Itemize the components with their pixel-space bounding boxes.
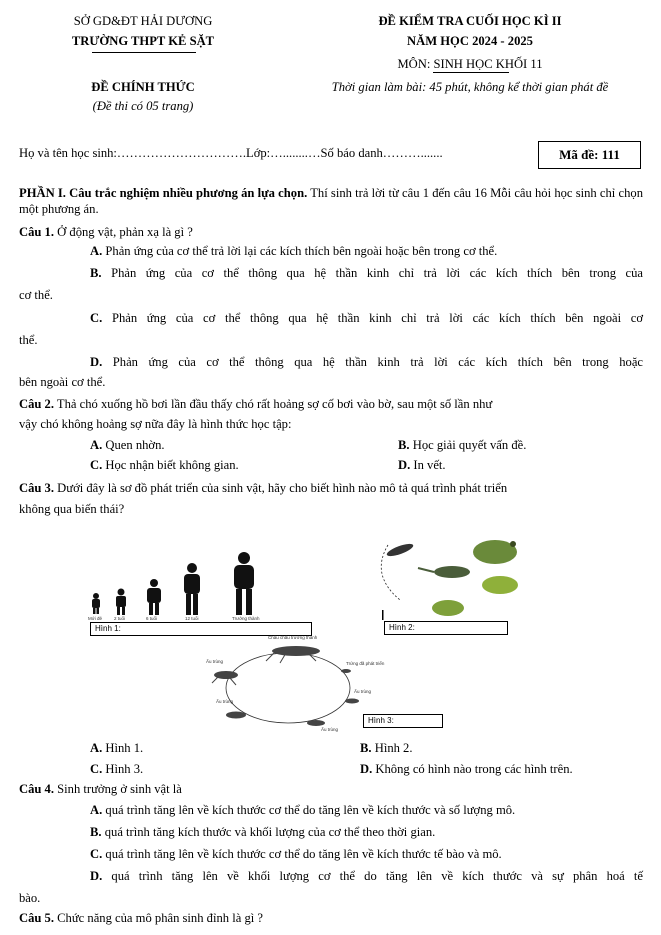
option-text: Học nhận biết không gian. xyxy=(105,458,239,472)
q1-option-c-cont: thể. xyxy=(19,333,38,347)
header-left-rule xyxy=(92,52,196,53)
option-text: Phản ứng của cơ thể thông qua hệ thần kinh trả lời các kích thích bên trong hoặc xyxy=(112,355,643,369)
option-letter: D. xyxy=(90,355,103,369)
option-letter: B. xyxy=(90,266,102,280)
option-letter: D. xyxy=(90,869,103,883)
option-text: Phản ứng của cơ thể trả lời lại các kích thích bên ngoài hoặc bên trong cơ thể. xyxy=(105,244,498,258)
q4-option-d-cont: bào. xyxy=(19,891,41,905)
q3-option-c xyxy=(90,761,143,777)
page-count-note: (Đề thi có 05 trang) xyxy=(92,99,194,113)
q3-option-b xyxy=(360,740,413,756)
figure-2-frog-lifecycle xyxy=(360,530,540,622)
question-2 xyxy=(19,396,492,412)
part1-description: Thí sinh trả lời từ câu 1 đến câu 16 Mỗi câu hỏi học sinh chỉ chọn một phương án. xyxy=(19,186,643,217)
subject-line: MÔN: SINH HỌC KHỐI 11 xyxy=(397,57,543,71)
option-text: Quen nhờn. xyxy=(105,438,165,452)
tadpole-icon xyxy=(385,541,414,558)
question-3-cont: không qua biến thái? xyxy=(19,502,125,516)
question-number: Câu 1. xyxy=(19,225,54,239)
option-letter: A. xyxy=(90,803,103,817)
froglet-icon xyxy=(434,566,470,578)
frog-icon xyxy=(482,576,518,594)
svg-text:Châu chấu trưởng thành: Châu chấu trưởng thành xyxy=(268,635,318,640)
header-right-rule xyxy=(433,72,509,73)
svg-text:Ấu trùng: Ấu trùng xyxy=(321,727,339,732)
figure-1-label: Hình 1: xyxy=(90,622,312,636)
q2-option-b xyxy=(398,437,526,453)
department-name: SỞ GD&ĐT HẢI DƯƠNG xyxy=(73,14,213,28)
question-2-cont: vậy chó không hoảng sợ nữa đây là hình thức học tập: xyxy=(19,417,292,431)
exam-title: ĐỀ KIỂM TRA CUỐI HỌC KÌ II xyxy=(378,14,562,28)
option-letter: A. xyxy=(90,438,103,452)
duration-note: Thời gian làm bài: 45 phút, không kể thời gian phát đề xyxy=(331,80,609,94)
question-4 xyxy=(19,781,182,797)
q4-option-a xyxy=(90,802,515,818)
question-number: Câu 3. xyxy=(19,481,54,495)
option-letter: C. xyxy=(90,311,103,325)
option-letter: A. xyxy=(90,244,103,258)
q3-option-d xyxy=(360,761,573,777)
school-year: NĂM HỌC 2024 - 2025 xyxy=(407,34,533,48)
q1-option-c xyxy=(90,310,643,326)
option-letter: D. xyxy=(360,762,373,776)
figure-2-label: Hình 2: xyxy=(384,621,508,635)
svg-text:2 tuổi: 2 tuổi xyxy=(114,616,126,621)
q2-option-d xyxy=(398,457,446,473)
option-letter: C. xyxy=(90,458,103,472)
svg-text:Ấu trùng: Ấu trùng xyxy=(216,699,234,704)
question-text: Sinh trưởng ở sinh vật là xyxy=(54,782,182,796)
option-text: quá trình tăng lên về khối lượng cơ thể do tăng lên về kích thước và sự phân hoá tế xyxy=(111,869,643,883)
q4-option-b xyxy=(90,824,435,840)
q1-option-b xyxy=(90,265,643,281)
q2-option-a xyxy=(90,437,165,453)
option-text: Không có hình nào trong các hình trên. xyxy=(375,762,573,776)
svg-text:Trưởng thành: Trưởng thành xyxy=(232,616,260,621)
question-number: Câu 4. xyxy=(19,782,54,796)
q3-option-a xyxy=(90,740,143,756)
question-5 xyxy=(19,910,263,926)
official-label: ĐỀ CHÍNH THỨC xyxy=(91,80,195,94)
option-letter: C. xyxy=(90,762,103,776)
q1-option-d-cont: bên ngoài cơ thể. xyxy=(19,375,106,389)
svg-text:12 tuổi: 12 tuổi xyxy=(185,616,199,621)
option-text: quá trình tăng lên về kích thước cơ thể do tăng lên về kích thước và số lượng mô. xyxy=(105,803,516,817)
option-letter: B. xyxy=(360,741,372,755)
grasshopper-icons xyxy=(212,646,359,726)
svg-text:6 tuổi: 6 tuổi xyxy=(146,616,158,621)
option-letter: D. xyxy=(398,458,411,472)
question-3 xyxy=(19,480,507,496)
part1-instructions xyxy=(19,185,643,218)
question-text: Chức năng của mô phân sinh đỉnh là gì ? xyxy=(54,911,263,925)
option-letter: B. xyxy=(398,438,410,452)
q1-option-b-cont: cơ thể. xyxy=(19,288,53,302)
question-text: Ở động vật, phản xạ là gì ? xyxy=(54,225,193,239)
svg-text:Ấu trùng: Ấu trùng xyxy=(354,689,372,694)
q1-option-d xyxy=(90,354,643,370)
option-text: Hình 1. xyxy=(105,741,144,755)
frog-icon xyxy=(432,600,464,616)
svg-text:Ấu trùng: Ấu trùng xyxy=(206,659,224,664)
option-text: Học giải quyết vấn đề. xyxy=(412,438,527,452)
school-name: TRƯỜNG THPT KẺ SẶT xyxy=(71,34,215,48)
figure-1-human-growth xyxy=(84,548,284,623)
option-text: quá trình tăng lên về kích thước cơ thể do tăng lên về kích thước tế bào và mô. xyxy=(105,847,502,861)
option-text: quá trình tăng kích thước và khối lượng của cơ thể theo thời gian. xyxy=(104,825,436,839)
option-letter: C. xyxy=(90,847,103,861)
student-info-line: Họ và tên học sinh:………………………….Lớp:…........…Số báo danh………....... xyxy=(19,146,443,160)
figure-3-grasshopper-cycle xyxy=(196,633,386,733)
option-text: In vết. xyxy=(413,458,446,472)
part1-title: PHẦN I. Câu trắc nghiệm nhiều phương án lựa chọn. xyxy=(19,186,308,200)
question-number: Câu 2. xyxy=(19,397,54,411)
question-text: Dưới đây là sơ đồ phát triển của sinh vật, hãy cho biết hình nào mô tả quá trình phát triển xyxy=(54,481,508,495)
option-text: Phản ứng của cơ thể thông qua hệ thần kinh chỉ trả lời các kích thích bên ngoài cơ xyxy=(111,311,644,325)
q1-option-a xyxy=(90,243,497,259)
human-silhouettes xyxy=(92,552,254,615)
q4-option-d xyxy=(90,868,643,884)
q4-option-c xyxy=(90,846,502,862)
q2-option-c xyxy=(90,457,239,473)
question-number: Câu 5. xyxy=(19,911,54,925)
exam-code-box: Mã đề: 111 xyxy=(538,141,641,169)
figure-3-label: Hình 3: xyxy=(363,714,443,728)
option-text: Hình 2. xyxy=(374,741,413,755)
svg-text:Trứng đã phát triển: Trứng đã phát triển xyxy=(346,661,385,666)
question-1 xyxy=(19,224,193,240)
option-text: Phản ứng của cơ thể thông qua hệ thần kinh chỉ trả lời các kích thích bên trong của xyxy=(111,266,643,280)
option-text: Hình 3. xyxy=(105,762,144,776)
option-letter: A. xyxy=(90,741,103,755)
option-letter: B. xyxy=(90,825,102,839)
svg-text:Mới đẻ: Mới đẻ xyxy=(88,616,102,621)
question-text: Thả chó xuống hồ bơi lần đầu thấy chó rất hoảng sợ cố bơi vào bờ, sau một số lần như xyxy=(54,397,493,411)
